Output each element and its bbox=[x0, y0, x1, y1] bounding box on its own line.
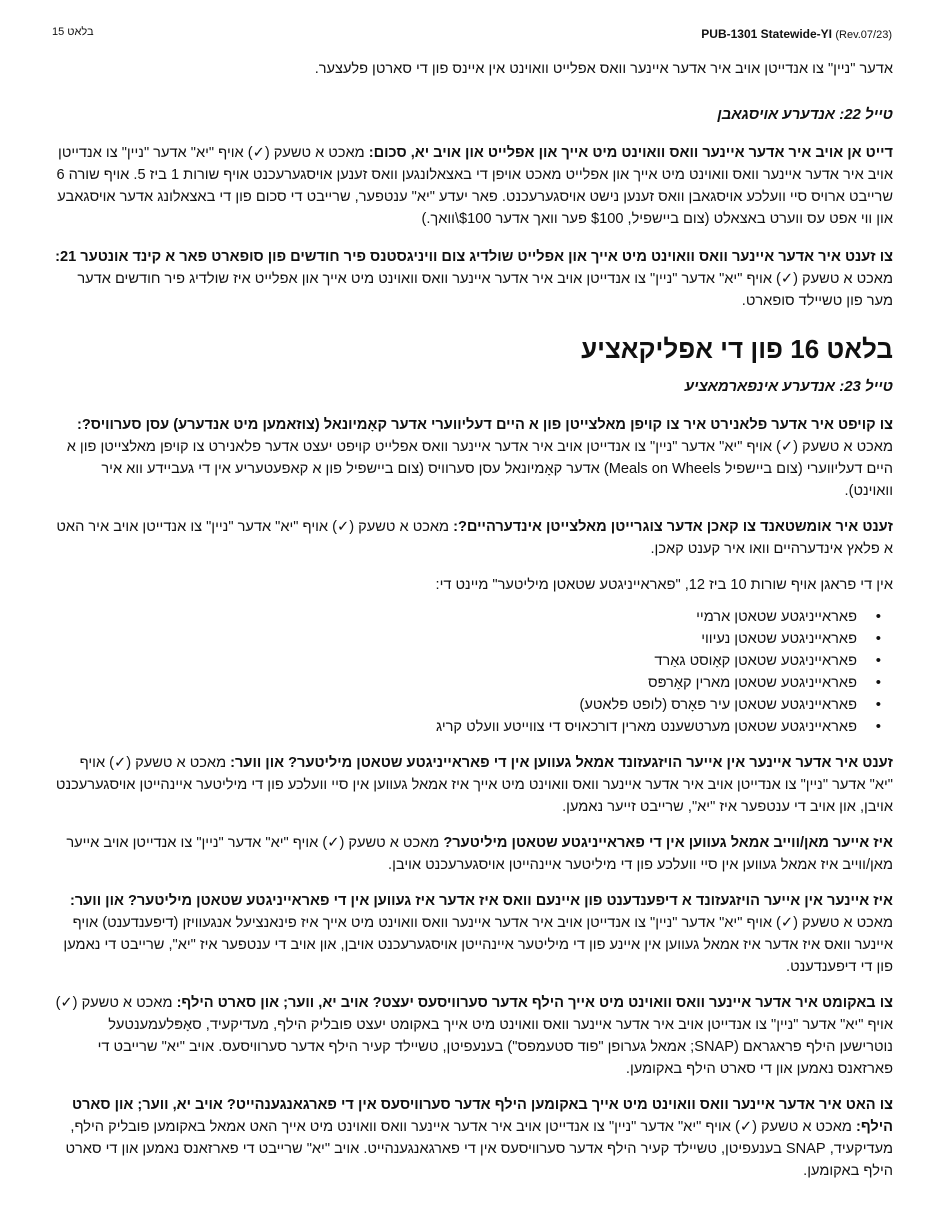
part23-q7 bbox=[53, 1094, 893, 1182]
page-label: בלאט 15 bbox=[52, 26, 94, 38]
part23-q3-heading: זענט איר אדער איינער אין אייער הויזגעזונד אמאל געווען אין די פאראייניגטע שטאטן מיליטער? און ווער: bbox=[230, 755, 893, 771]
part22-q1-heading: דייט אן אויב איר אדער איינער וואס וואוינט מיט אייך און אפלייט און אויב יא, סכום: bbox=[368, 145, 893, 161]
part23-q7-heading: צו האט איר אדער איינער וואס וואוינט מיט אייך באקומען הילף אדער סערוויסעס אין די פארגאנגענהייט? אויב יא, ווער; און סארט הילף: bbox=[71, 1097, 893, 1135]
part22-title: טייל 22: אנדערע אויסגאבן bbox=[717, 106, 893, 123]
military-list bbox=[53, 606, 893, 738]
part22-q1-text: מאכט א טשעק (✓) אויף "יא" אדער "ניין" צו אנדייטן אויב איר אדער איינער וואס וואוינט מיט אייך און אפלייט מאכט אויפן די באצאלונגען וואס זענען אויסגערעכנט אויף שורות 1 ביז 5. אויף שורה 6 שרייבט ארויס סיי וועלכע אויסגאבן וואס זענען נישט אויסגערעכנט. פאר יעדע "יא" ענטפער, שרייבט די סכום פון די באצאלונג אדער אויסגאבע און ווי אפט עס ווערט באצאלט (צום ביישפיל, $100 פער וואך אדער $100\וואך.) bbox=[56, 145, 893, 227]
part23-q1-heading: צו קויפט איר אדער פלאנירט איר צו קויפן מאלצייטן פון א היים דעליווערי אדער קאָמיונאל (צוזאמען מיט אנדערע) עסן סערוויס?: bbox=[77, 417, 893, 433]
part23-title: טייל 23: אנדערע אינפארמאציע bbox=[684, 378, 893, 395]
part23-q4 bbox=[53, 832, 893, 876]
doc-code-header bbox=[701, 27, 892, 41]
part23-q6 bbox=[53, 992, 893, 1080]
part23-q2 bbox=[53, 516, 893, 560]
part23-q3-text: מאכט א טשעק (✓) אויף "יא" אדער "ניין" צו אנדייטן אויב איר אדער איינער וואס וואוינט מיט אייך איז אמאל געווען אין סיי וועלכע פון די מיליטער איינהייטן אויסגערעכנט אויבן, און אויב די ענטפער איז "יא", שרייבט זייער נאמען. bbox=[55, 755, 893, 815]
list-item: • פאראייניגטע שטאטן ארמיי bbox=[53, 606, 871, 628]
part23-q4-heading: איז אייער מאן/ווייב אמאל געווען אין די פאראייניגטע שטאטן מיליטער? bbox=[443, 835, 893, 851]
part22-q1 bbox=[53, 142, 893, 230]
part23-q5-text: מאכט א טשעק (✓) אויף "יא" אדער "ניין" צו אנדייטן אויב איר אדער איינער וואס וואוינט מיט אייך איז פינאנציעל אנגעוויזן (דיפענדענט) אויף איינער וואס איז אדער איז אמאל געווען אין איינע פון די מיליטער איינהייטן אויסגערעכנט אויבן, און אויב די ענטפער איז "יא", שרייבט די נאמען פון די דיפענדענט. bbox=[63, 915, 893, 975]
continued-paragraph: אדער "ניין" צו אנדייטן אויב איר אדער איינער וואס אפלייט וואוינט אין איינס פון די סארטן פלעצער. bbox=[314, 61, 893, 77]
list-item: • פאראייניגטע שטאטן מארין קאָרפּס bbox=[53, 672, 871, 694]
part23-q2-text: מאכט א טשעק (✓) אויף "יא" אדער "ניין" צו אנדייטן אויב איר האט א פלאץ אינדערהיים וואו איר קענט קאכן. bbox=[56, 519, 893, 557]
part23-q5 bbox=[53, 890, 893, 978]
part23-q1-text: מאכט א טשעק (✓) אויף "יא" אדער "ניין" צו אנדייטן אויב איר אדער איינער וואס אפלייט קויפט יעצט אדער פלאנירט צו קויפן מאלצייטן פון א היים דעליווערי (צום ביישפיל Meals on Wheels) אדער קאָמיונאל עסן סערוויס (צום ביישפיל פון א קאפעטעריע אין די געביידע ווא איר וואוינט). bbox=[66, 439, 893, 499]
part23-q6-text: מאכט א טשעק (✓) אויף "יא" אדער "ניין" צו אנדייטן אויב איר אדער איינער וואס וואוינט מיט אייך באקומט יעצט פובליק הילף, מעדיקעיד, סאָפּלעמענטעל נוטרישען הילף פראגראם (SNAP; אמאל גערופן "פוד סטעמפס") בענעפיטן, טשיילד קעיר הילף אדער סערוויסעס. אויב "יא" שרייבט די פארזאנס נאמען און די סארט הילף באקומען. bbox=[55, 995, 893, 1077]
part23-q5-heading: איז איינער אין אייער הויזגעזונד א דיפענדענט פון איינעם וואס איז אדער איז געווען אין די פאראייניגטע שטאטן מיליטער? און ווער: bbox=[70, 893, 893, 909]
part23-q4-text: מאכט א טשעק (✓) אויף "יא" אדער "ניין" צו אנדייטן אויב אייער מאן/ווייב איז אמאל געווען אין סיי וועלכע פון די מיליטער איינהייטן אויסגערעכנט אויבן. bbox=[66, 835, 893, 873]
doc-revision: (Rev.07/23) bbox=[835, 29, 892, 41]
list-item: • פאראייניגטע שטאטן עיר פאָרס (לופט פלאטע) bbox=[53, 694, 871, 716]
part23-q7-text: מאכט א טשעק (✓) אויף "יא" אדער "ניין" צו אנדייטן אויב איר אדער איינער וואס וואוינט מיט אייך האט אמאל באקומען פובליק הילף, מעדיקעיד, SNAP בענעפיטן, טשיילד קעיר הילף אדער סערוויסעס אין די פארגאנגענהייט. אויב "יא" שרייבט די פארזאנס נאמען און די סארט הילף באקומען. bbox=[65, 1119, 893, 1179]
doc-code: PUB-1301 Statewide-YI bbox=[701, 27, 832, 41]
part22-q2-text: מאכט א טשעק (✓) אויף "יא" אדער "ניין" צו אנדייטן אויב איר אדער איינער וואס וואוינט מיט אייך און אפלייט איז שולדיג פיר חודשים אדער מער פון טשיילד סופארט. bbox=[77, 271, 893, 309]
part23-q1 bbox=[53, 414, 893, 502]
part22-q2-heading: צו זענט איר אדער איינער וואס וואוינט מיט אייך און אפלייט שולדיג צום וויניגסטנס פיר חודשים פון סופארט פאר א קינד אונטער 21: bbox=[55, 249, 893, 265]
list-item: • פאראייניגטע שטאטן נעיווי bbox=[53, 628, 871, 650]
military-intro: אין די פראגן אויף שורות 10 ביז 12, "פאראייניגטע שטאטן מיליטער" מיינט די: bbox=[435, 577, 893, 593]
list-item: • פאראייניגטע שטאטן קאָוסט גאַרד bbox=[53, 650, 871, 672]
list-item: • פאראייניגטע שטאטן מערטשענט מארין דורכאויס די צווייטע וועלט קריג bbox=[53, 716, 871, 738]
page-content bbox=[53, 58, 893, 1182]
part23-q6-heading: צו באקומט איר אדער איינער וואס וואוינט מיט אייך הילף אדער סערוויסעס יעצט? אויב יא, ווער; און סארט הילף: bbox=[176, 995, 893, 1011]
part23-q3 bbox=[53, 752, 893, 818]
block16-title: בלאט 16 פון די אפליקאציע bbox=[581, 334, 893, 364]
part23-q2-heading: זענט איר אומשטאנד צו קאכן אדער צוגרייטן מאלצייטן אינדערהיים?: bbox=[453, 519, 893, 535]
part22-q2 bbox=[53, 246, 893, 312]
